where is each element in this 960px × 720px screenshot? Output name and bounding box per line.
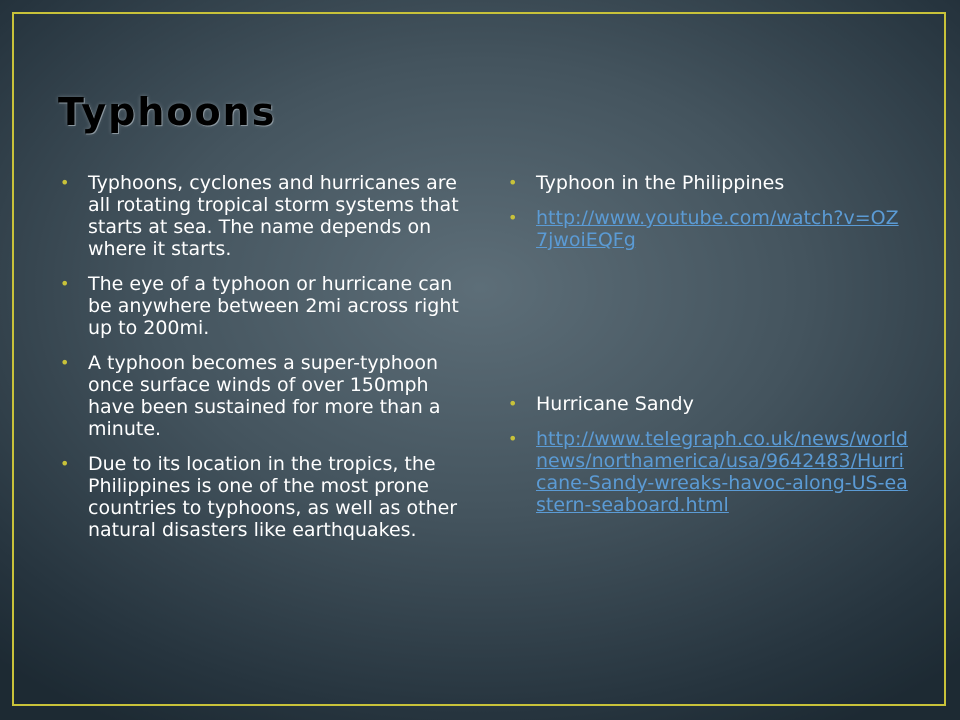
left-bullet-list [60,172,470,554]
bullet-text: A typhoon becomes a super-typhoon once surface winds of over 150mph have been sustained for more than a minute. [88,352,441,440]
slide-title: Typhoons [58,90,277,134]
bullet-dot-icon: • [508,173,518,192]
video-heading: Typhoon in the Philippines [536,172,785,194]
bullet-dot-icon: • [60,454,70,473]
bullet-item [60,273,470,339]
bullet-item [60,352,470,440]
bullet-text: The eye of a typhoon or hurricane can be anywhere between 2mi across right up to 200mi. [88,273,459,339]
bullet-dot-icon: • [508,394,518,413]
bullet-dot-icon: • [60,173,70,192]
bullet-item [60,172,470,260]
bullet-text: Typhoons, cyclones and hurricanes are all rotating tropical storm systems that starts at sea. The name depends on where it starts. [88,172,459,260]
bullet-dot-icon: • [508,429,518,448]
bullet-item [508,428,908,516]
bullet-dot-icon: • [60,353,70,372]
bullet-item [508,172,908,194]
bullet-item [508,207,908,251]
telegraph-link[interactable]: http://www.telegraph.co.uk/news/worldnews/northamerica/usa/9642483/Hurricane-Sandy-wreaks-havoc-along-US-eastern-seaboard.html [536,428,908,516]
youtube-link[interactable]: http://www.youtube.com/watch?v=OZ7jwoiEQFg [536,207,899,251]
article-heading: Hurricane Sandy [536,393,694,415]
bullet-text: Due to its location in the tropics, the Philippines is one of the most prone countries to typhoons, as well as other natural disasters like earthquakes. [88,453,458,541]
right-bullet-list [508,172,908,529]
bullet-dot-icon: • [60,274,70,293]
bullet-item [508,393,908,415]
bullet-dot-icon: • [508,208,518,227]
bullet-item [60,453,470,541]
